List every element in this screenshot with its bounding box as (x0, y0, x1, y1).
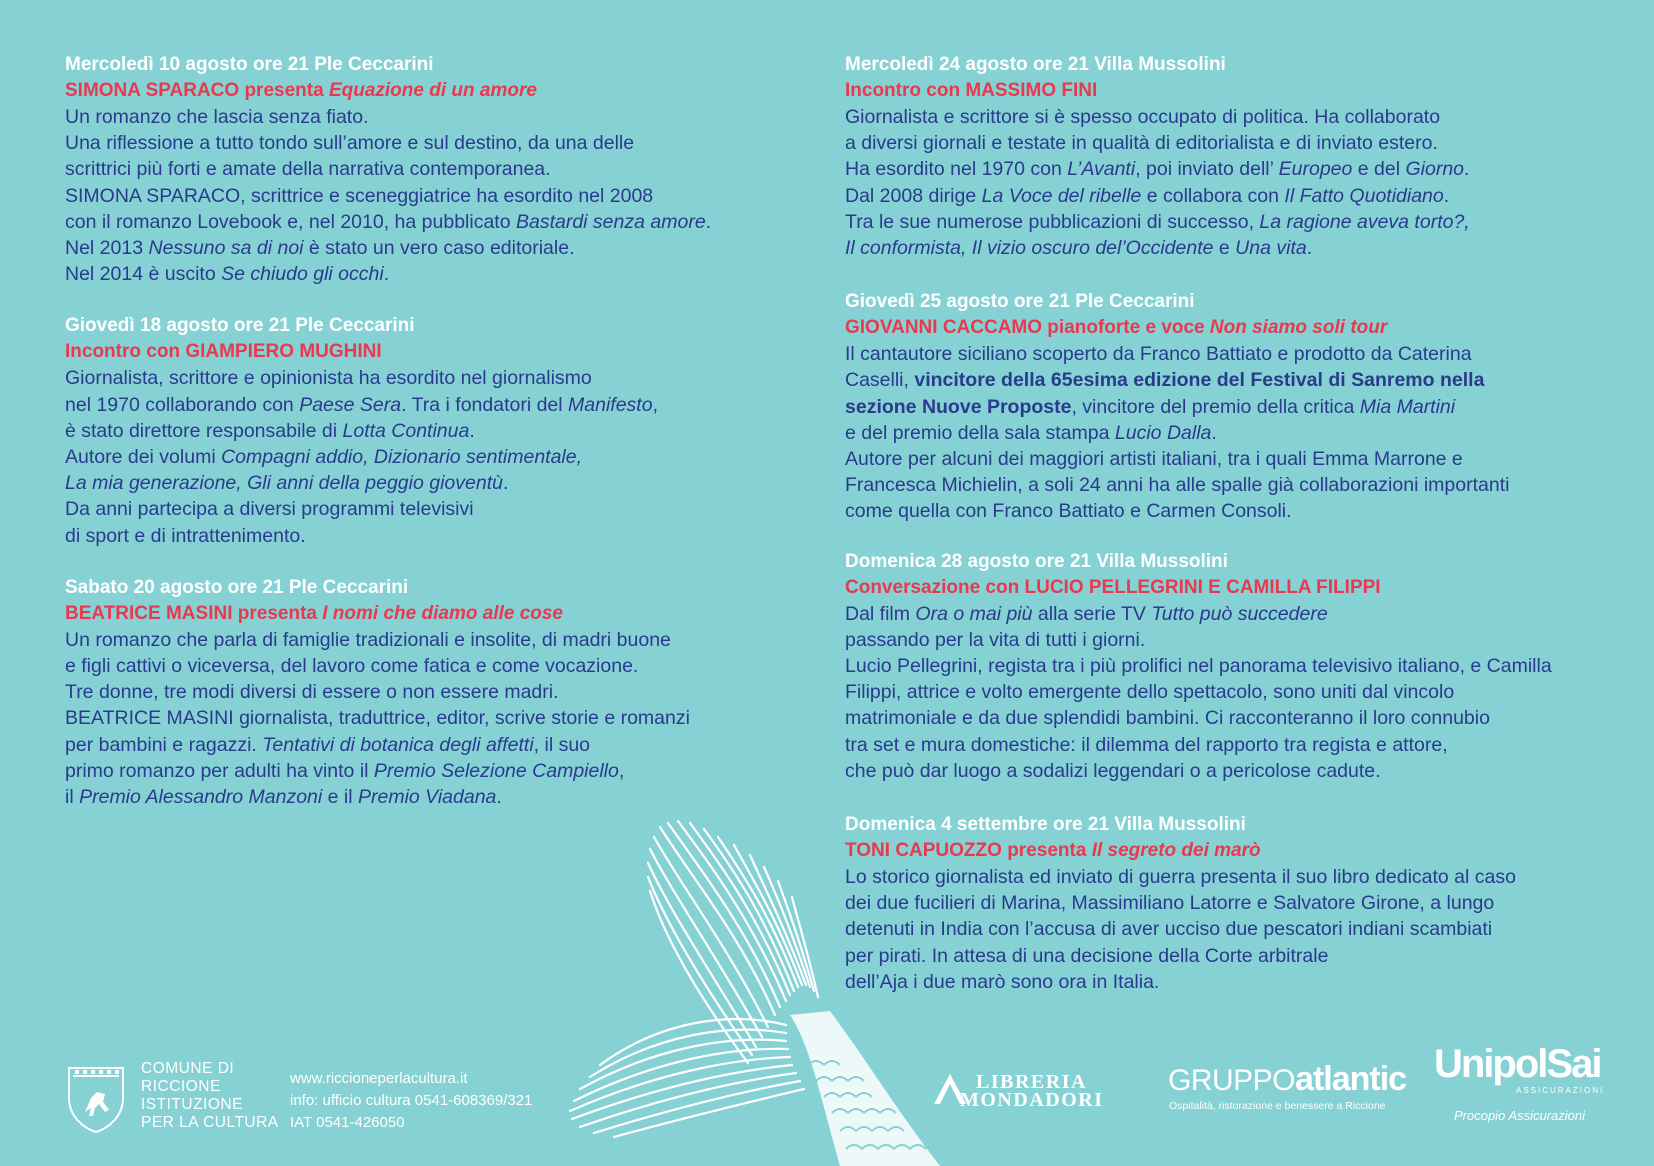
event-description (845, 104, 1635, 261)
event-heading: TONI CAPUOZZO presenta Il segreto dei marò (845, 840, 1261, 862)
description-line: a diversi giornali e testate in qualità di editorialista e di inviato estero. (845, 132, 1438, 155)
event-description (845, 601, 1635, 784)
description-line: per pirati. In attesa di una decisione della Corte arbitrale (845, 944, 1329, 967)
description-line: Autore dei volumi Compagni addio, Dizionario sentimentale, (65, 446, 583, 469)
event-heading: Conversazione con LUCIO PELLEGRINI E CAMILLA FILIPPI (845, 576, 1381, 598)
description-line: Caselli, vincitore della 65esima edizione del Festival di Sanremo nella (845, 369, 1485, 392)
institution-name: COMUNE DI RICCIONE ISTITUZIONE PER LA CULTURA (141, 1060, 279, 1131)
description-line: il Premio Alessandro Manzoni e il Premio Viadana. (65, 786, 502, 809)
event-heading: Incontro con GIAMPIERO MUGHINI (65, 341, 382, 363)
description-line: Lo storico giornalista ed inviato di guerra presenta il suo libro dedicato al caso (845, 866, 1516, 889)
description-line: dei due fucilieri di Marina, Massimiliano Latorre e Salvatore Girone, a lungo (845, 892, 1495, 915)
description-line: dell’Aja i due marò sono ora in Italia. (845, 970, 1160, 993)
website-link[interactable]: www.riccioneperlacultura.it (290, 1070, 468, 1087)
event-beatrice-masini (65, 575, 805, 810)
description-line: Da anni partecipa a diversi programmi televisivi (65, 498, 474, 521)
description-line: e figli cattivi o viceversa, del lavoro come fatica e come vocazione. (65, 655, 639, 678)
description-line: scrittrici più forti e amate della narrativa contemporanea. (65, 158, 551, 181)
description-line: passando per la vita di tutti i giorni. (845, 628, 1146, 651)
event-date: Sabato 20 agosto ore 21 Ple Ceccarini (65, 576, 409, 598)
description-line: Una riflessione a tutto tondo sull’amore e sul destino, da una delle (65, 132, 635, 155)
event-date: Giovedì 18 agosto ore 21 Ple Ceccarini (65, 315, 415, 337)
description-line: Dal film Ora o mai più alla serie TV Tutto può succedere (845, 602, 1328, 625)
description-line: Giornalista, scrittore e opinionista ha esordito nel giornalismo (65, 367, 592, 390)
iat-phone: IAT 0541-426050 (290, 1114, 405, 1131)
riccione-crest-icon (65, 1062, 127, 1134)
description-line: che può dar luogo a sodalizi leggendari o a pericolose cadute. (845, 759, 1381, 782)
contact-info (290, 1068, 532, 1134)
event-description (65, 627, 805, 810)
event-pellegrini-filippi (845, 549, 1635, 784)
event-heading: SIMONA SPARACO presenta Equazione di un amore (65, 80, 537, 101)
event-description (845, 341, 1635, 524)
description-line: con il romanzo Lovebook e, nel 2010, ha pubblicato Bastardi senza amore. (65, 210, 712, 233)
description-line: sezione Nuove Proposte, vincitore del premio della critica Mia Martini (845, 395, 1456, 418)
event-massimo-fini (845, 52, 1635, 261)
description-line: Tre donne, tre modi diversi di essere o non essere madri. (65, 681, 559, 704)
event-giovanni-caccamo (845, 289, 1635, 524)
description-line: Il cantautore siciliano scoperto da Franco Battiato e prodotto da Caterina (845, 343, 1472, 366)
event-date: Mercoledì 10 agosto ore 21 Ple Ceccarini (65, 54, 434, 75)
description-line: Giornalista e scrittore si è spesso occupato di politica. Ha collaborato (845, 106, 1441, 128)
description-line: primo romanzo per adulti ha vinto il Premio Selezione Campiello, (65, 759, 625, 782)
right-column (845, 52, 1635, 995)
description-line: Filippi, attrice e volto emergente dello spettacolo, sono uniti dal vincolo (845, 681, 1455, 704)
description-line: Autore per alcuni dei maggiori artisti italiani, tra i quali Emma Marrone e (845, 448, 1463, 471)
description-line: di sport e di intrattenimento. (65, 524, 306, 547)
event-toni-capuozzo (845, 812, 1635, 995)
description-line: matrimoniale e da due splendidi bambini. Ci racconteranno il loro connubio (845, 707, 1490, 730)
description-line: Nel 2013 Nessuno sa di noi è stato un vero caso editoriale. (65, 237, 575, 260)
event-date: Domenica 4 settembre ore 21 Villa Mussolini (845, 814, 1246, 836)
description-line: Francesca Michielin, a soli 24 anni ha alle spalle già collaborazioni importanti (845, 474, 1510, 497)
event-description (65, 365, 805, 548)
event-giampiero-mughini (65, 313, 805, 548)
description-line: Un romanzo che lascia senza fiato. (65, 106, 369, 128)
description-line: Ha esordito nel 1970 con L’Avanti, poi inviato dell’ Europeo e del Giorno. (845, 158, 1470, 181)
description-line: SIMONA SPARACO, scrittrice e sceneggiatrice ha esordito nel 2008 (65, 184, 654, 207)
event-simona-sparaco (65, 52, 805, 287)
event-date: Mercoledì 24 agosto ore 21 Villa Mussolini (845, 54, 1226, 75)
description-line: Il conformista, Il vizio oscuro del’Occidente e Una vita. (845, 237, 1313, 260)
description-line: Nel 2014 è uscito Se chiudo gli occhi. (65, 263, 390, 286)
unipolsai-logo: UnipolSai ASSICURAZIONI Procopio Assicurazioni (1434, 1042, 1605, 1123)
left-column (65, 52, 805, 810)
description-line: per bambini e ragazzi. Tentativi di botanica degli affetti, il suo (65, 733, 591, 756)
event-date: Domenica 28 agosto ore 21 Villa Mussolini (845, 550, 1228, 572)
event-description (65, 104, 805, 287)
description-line: e del premio della sala stampa Lucio Dalla. (845, 421, 1217, 444)
event-date: Giovedì 25 agosto ore 21 Ple Ceccarini (845, 291, 1195, 313)
gruppo-atlantic-logo: GRUPPOatlantic Ospitalità, ristorazione e benessere a Riccione (1168, 1060, 1407, 1112)
description-line: è stato direttore responsabile di Lotta Continua. (65, 419, 475, 442)
event-heading: BEATRICE MASINI presenta I nomi che diamo alle cose (65, 602, 563, 624)
event-description (845, 864, 1635, 995)
description-line: detenuti in India con l’accusa di aver ucciso due pescatori indiani scambiati (845, 918, 1493, 941)
event-heading: Incontro con MASSIMO FINI (845, 80, 1098, 101)
description-line: come quella con Franco Battiato e Carmen Consoli. (845, 500, 1292, 523)
event-heading: GIOVANNI CACCAMO pianoforte e voce Non siamo soli tour (845, 317, 1388, 339)
description-line: BEATRICE MASINI giornalista, traduttrice, editor, scrive storie e romanzi (65, 707, 690, 730)
description-line: Un romanzo che parla di famiglie tradizionali e insolite, di madri buone (65, 628, 671, 651)
description-line: La mia generazione, Gli anni della peggio gioventù. (65, 472, 509, 495)
info-phone: info: ufficio cultura 0541-608369/321 (290, 1092, 533, 1109)
description-line: nel 1970 collaborando con Paese Sera. Tra i fondatori del Manifesto, (65, 393, 658, 416)
mermaid-tail-illustration (540, 815, 940, 1166)
description-line: Dal 2008 dirige La Voce del ribelle e collabora con Il Fatto Quotidiano. (845, 184, 1450, 207)
description-line: Lucio Pellegrini, regista tra i più prolifici nel panorama televisivo italiano, e Camilla (845, 655, 1552, 678)
description-line: Tra le sue numerose pubblicazioni di successo, La ragione aveva torto?, (845, 210, 1470, 233)
description-line: tra set e mura domestiche: il dilemma del rapporto tra regista e attore, (845, 733, 1448, 756)
